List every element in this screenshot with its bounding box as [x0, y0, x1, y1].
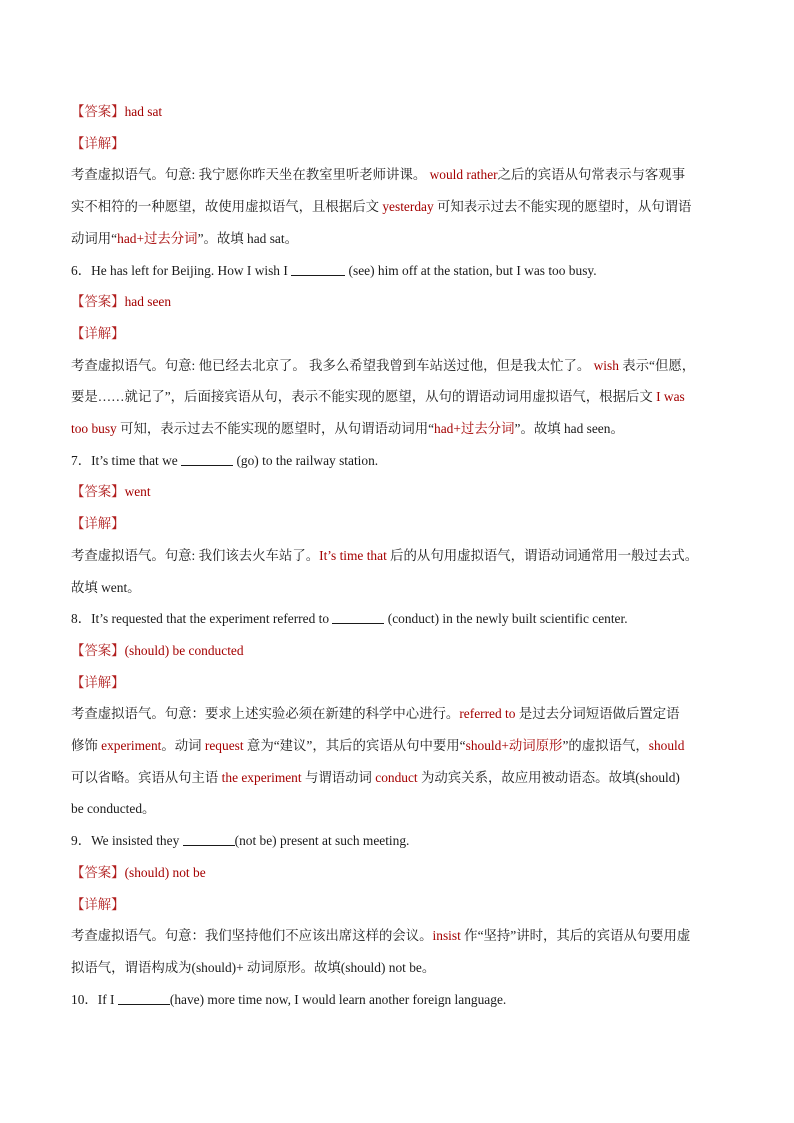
question-10: 10．If I (have) more time now, I would learn another foreign language.	[71, 991, 507, 1007]
explanation-line: too busy 可知，表示过去不能实现的愿望时，从句谓语动词用“had+过去分词”。故填 had seen。	[71, 421, 624, 437]
answer-tag: 【答案】	[71, 642, 125, 658]
answer-tag: 【答案】	[71, 864, 125, 880]
answer-value: (should) not be	[124, 864, 206, 880]
answer-value: had sat	[124, 104, 163, 119]
explanation-line: 修饰 experiment。动词 request 意为“建议”，其后的宾语从句中要用“should+动词原形”的虚拟语气，should	[71, 738, 685, 754]
explanation-line: 可以省略。宾语从句主语 the experiment 与谓语动词 conduct 为动宾关系，故应用被动语态。故填(should)	[71, 769, 680, 785]
answer-value: (should) be conducted	[124, 642, 244, 658]
answer-blank[interactable]	[181, 453, 233, 466]
answer-line	[71, 96, 723, 128]
answer-line	[71, 476, 723, 508]
detail-tag: 【详解】	[71, 516, 125, 532]
answer-blank[interactable]	[183, 833, 235, 846]
detail-tag: 【详解】	[71, 674, 125, 690]
answer-value: had seen	[124, 294, 172, 310]
question-8: 8．It’s requested that the experiment referred to (conduct) in the newly built scientific center.	[71, 611, 628, 627]
explanation-line: 考查虚拟语气。句意: 我们该去火车站了。It’s time that 后的从句用虚拟语气，谓语动词通常用一般过去式。	[71, 547, 699, 563]
explanation-line: 要是……就记了”，后面接宾语从句，表示不能实现的愿望，从句的谓语动词用虚拟语气，根据后文 I was	[71, 389, 685, 405]
answer-blank[interactable]	[332, 611, 384, 624]
explanation-line: 考查虚拟语气。句意: 他已经去北京了。 我多么希望我曾到车站送过他，但是我太忙了。 wish 表示“但愿，	[71, 357, 696, 373]
answer-tag: 【答案】	[71, 104, 125, 119]
answer-line	[71, 857, 723, 889]
explanation-line: 故填 went。	[71, 579, 141, 595]
answer-tag: 【答案】	[71, 484, 125, 500]
answer-tag: 【答案】	[71, 294, 125, 310]
explanation-line: 拟语气，谓语构成为(should)+ 动词原形。故填(should) not be。	[71, 959, 436, 975]
document-page	[71, 96, 723, 1015]
explanation-line: 实不相符的一种愿望，故使用虚拟语气，且根据后文 yesterday 可知表示过去不能实现的愿望时，从句谓语	[71, 199, 692, 215]
explanation-line: 考查虚拟语气。句意: 我宁愿你昨天坐在教室里听老师讲课。 would rather之后的宾语从句常表示与客观事	[71, 167, 686, 183]
explanation-line: 动词用“had+过去分词”。故填 had sat。	[71, 230, 298, 246]
explanation-line: 考查虚拟语气。句意：要求上述实验必须在新建的科学中心进行。referred to 是过去分词短语做后置定语	[71, 706, 680, 722]
explanation-line: be conducted。	[71, 801, 156, 817]
answer-line	[71, 635, 723, 667]
answer-value: went	[124, 484, 151, 500]
question-6: 6．He has left for Beijing. How I wish I (see) him off at the station, but I was too busy.	[71, 262, 597, 278]
explanation-line: 考查虚拟语气。句意：我们坚持他们不应该出席这样的会议。insist 作“坚持”讲时，其后的宾语从句要用虚	[71, 928, 691, 944]
detail-tag: 【详解】	[71, 135, 125, 151]
question-7: 7．It’s time that we (go) to the railway station.	[71, 452, 379, 468]
answer-blank[interactable]	[291, 263, 345, 276]
answer-blank[interactable]	[118, 992, 170, 1005]
detail-tag: 【详解】	[71, 325, 125, 341]
detail-tag: 【详解】	[71, 896, 125, 912]
question-9: 9．We insisted they (not be) present at such meeting.	[71, 833, 410, 849]
answer-line	[71, 286, 723, 318]
